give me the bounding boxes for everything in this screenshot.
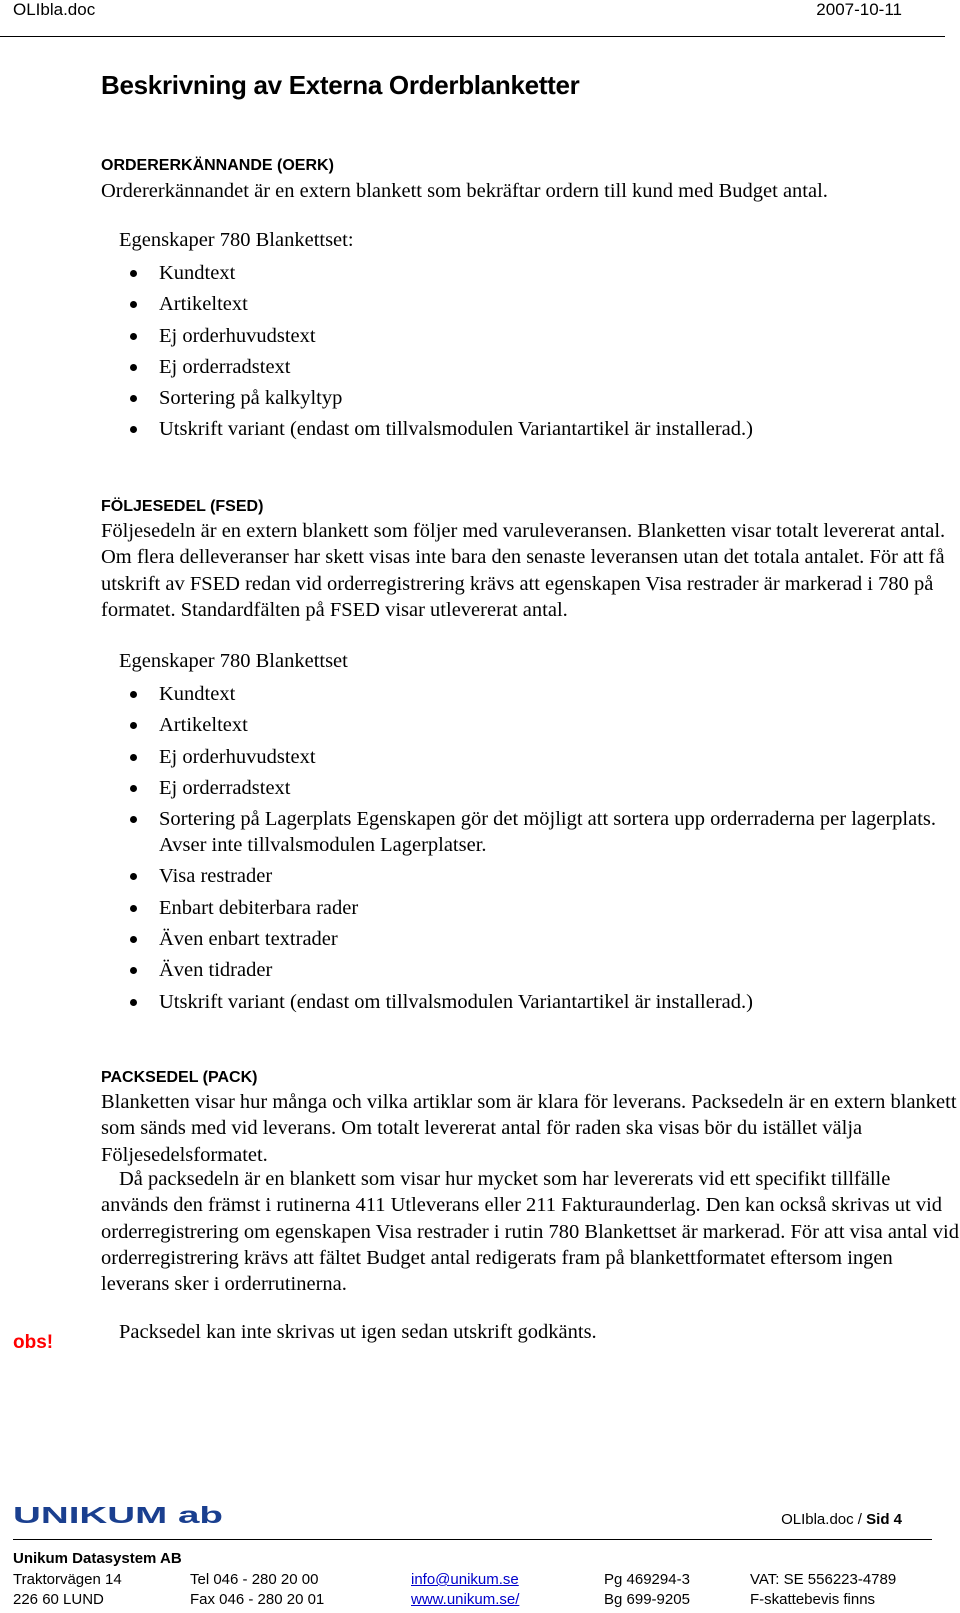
header-filename: OLIbla.doc — [13, 0, 96, 19]
header-date: 2007-10-11 — [816, 0, 902, 19]
list-item: Sortering på Lagerplats Egenskapen gör det möjligt att sortera upp orderraderna per lagerplats. Avser inte tillvalsmodulen Lagerplatser. — [101, 806, 941, 858]
list-item: Ej orderhuvudstext — [101, 744, 941, 770]
footer-address-line1: Traktorvägen 14 — [13, 1571, 122, 1588]
footer-address — [13, 1570, 122, 1610]
footer-vat: VAT: SE 556223-4789 — [750, 1571, 897, 1588]
section-text-pack-2: Då packsedeln är en blankett som visar hur mycket som har levererats vid ett specifikt tillfälle används den främst i rutinerna 411 Utleverans eller 211 Fakturaunderlag. Den kan också skrivas ut vid orderregistrering om egenskapen Visa restrader i rutin 780 Blankettset är markerad. För att visa antal vid orderregistrering krävs att fältet Budget antal redigerats fram på blankettformatet eftersom ingen leverans sker i orderrutinerna. — [101, 1168, 959, 1296]
obs-label: obs! — [13, 1332, 54, 1353]
footer-company: Unikum Datasystem AB — [13, 1550, 182, 1567]
footer-contact — [411, 1570, 519, 1610]
section-text-pack-1: Blanketten visar hur många och vilka artiklar som är klara för leverans. Packsedeln är en extern blankett som sänds med vid leverans. Om totalt levererat antal för raden ska visas bör du istället välja Följesedelsformatet. — [101, 1091, 957, 1166]
document-title: Beskrivning av Externa Orderblanketter — [101, 70, 580, 100]
footer-page-number — [781, 1511, 902, 1528]
list-item: Även tidrader — [101, 957, 941, 983]
footer-giro — [604, 1570, 690, 1610]
section-heading-fsed: FÖLJESEDEL (FSED) — [101, 498, 264, 515]
properties-list-fsed — [101, 681, 941, 1020]
list-item: Kundtext — [101, 681, 941, 707]
list-item: Kundtext — [101, 260, 941, 286]
list-item: Utskrift variant (endast om tillvalsmodulen Variantartikel är installerad.) — [101, 989, 941, 1015]
list-item: Utskrift variant (endast om tillvalsmodulen Variantartikel är installerad.) — [101, 416, 941, 442]
section-text-oerk: Ordererkännandet är en extern blankett som bekräftar ordern till kund med Budget antal. — [101, 180, 828, 202]
footer-bg: Bg 699-9205 — [604, 1591, 690, 1608]
footer-tax — [750, 1570, 896, 1610]
list-item: Artikeltext — [101, 712, 941, 738]
footer-web-link[interactable]: www.unikum.se/ — [411, 1591, 520, 1608]
unikum-logo-icon — [13, 1505, 225, 1525]
properties-list-oerk — [101, 260, 941, 448]
footer-email-link[interactable]: info@unikum.se — [411, 1571, 519, 1588]
list-item: Ej orderhuvudstext — [101, 323, 941, 349]
logo-text: UNIKUM ab — [13, 1505, 223, 1525]
pack-note: Packsedel kan inte skrivas ut igen sedan utskrift godkänts. — [119, 1321, 597, 1343]
footer-page-num: Sid 4 — [866, 1511, 902, 1528]
list-item: Visa restrader — [101, 863, 941, 889]
footer-fax: Fax 046 - 280 20 01 — [190, 1591, 325, 1608]
footer-pg: Pg 469294-3 — [604, 1571, 690, 1588]
section-text-fsed: Följesedeln är en extern blankett som följer med varuleveransen. Blanketten visar totalt levererat antal. Om flera delleveranser har skett visas inte bara den senaste leveransen utan det totala antalet. För att få utskrift av FSED redan vid orderregistrering krävs att egenskapen Visa restrader är markerad i 780 på formatet. Standardfälten på FSED visar utlevererat antal. — [101, 520, 946, 621]
footer-tel: Tel 046 - 280 20 00 — [190, 1571, 319, 1588]
footer-page-file: OLIbla.doc / — [781, 1511, 867, 1528]
list-item: Sortering på kalkyltyp — [101, 385, 941, 411]
section-heading-pack: PACKSEDEL (PACK) — [101, 1069, 258, 1086]
unikum-logo — [13, 1505, 225, 1530]
header-rule — [0, 36, 945, 37]
section-heading-oerk: ORDERERKÄNNANDE (OERK) — [101, 157, 334, 174]
properties-label-fsed: Egenskaper 780 Blankettset — [119, 650, 348, 672]
list-item: Ej orderradstext — [101, 354, 941, 380]
properties-label-oerk: Egenskaper 780 Blankettset: — [119, 229, 354, 251]
footer-phone — [190, 1570, 324, 1610]
list-item: Artikeltext — [101, 291, 941, 317]
footer-ftax: F-skattebevis finns — [750, 1591, 876, 1608]
footer-address-line2: 226 60 LUND — [13, 1591, 104, 1608]
list-item: Ej orderradstext — [101, 775, 941, 801]
list-item: Även enbart textrader — [101, 926, 941, 952]
footer-rule — [13, 1539, 932, 1540]
list-item: Enbart debiterbara rader — [101, 895, 941, 921]
